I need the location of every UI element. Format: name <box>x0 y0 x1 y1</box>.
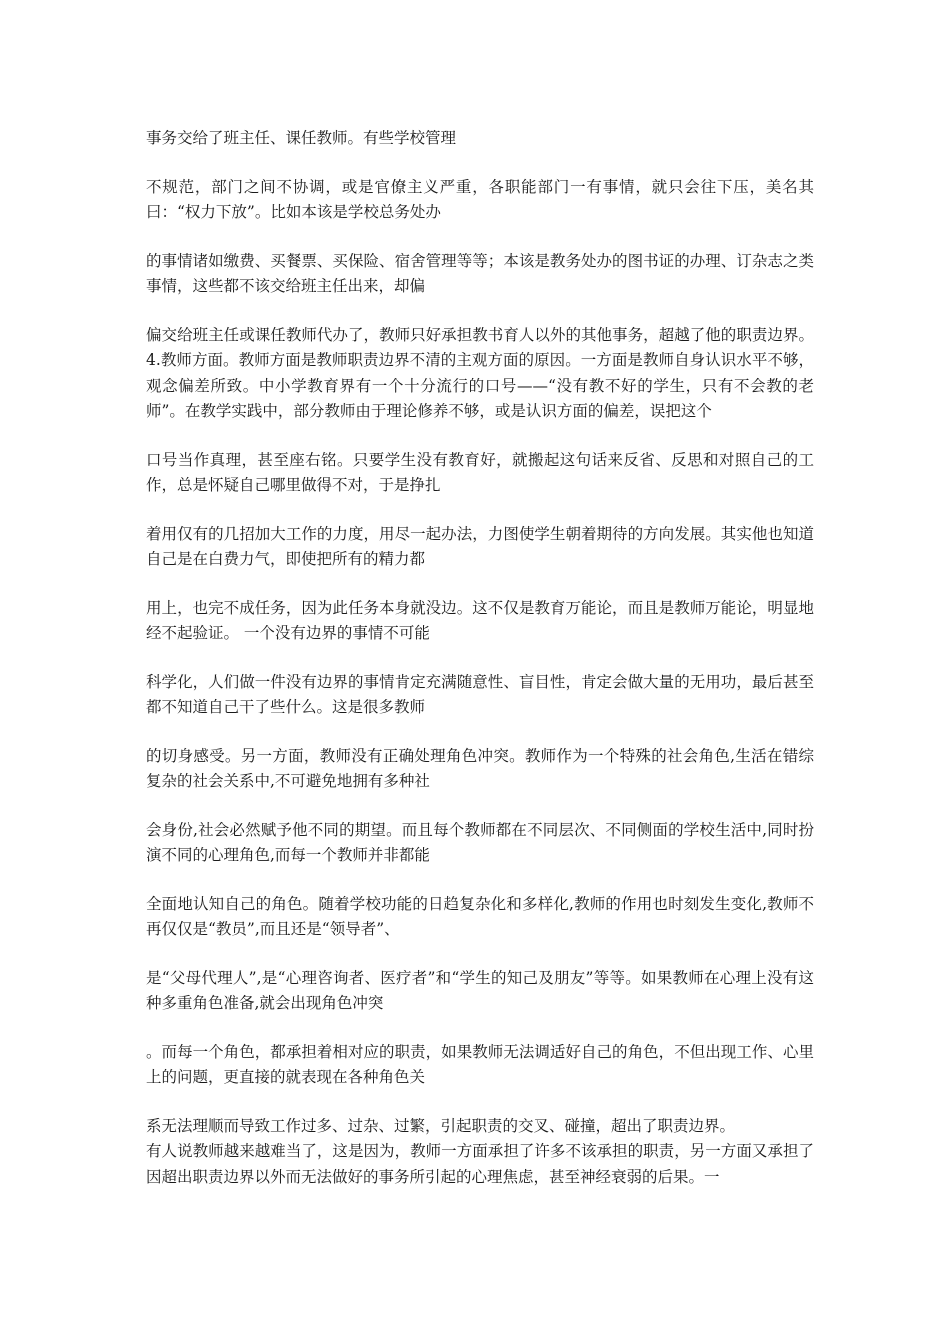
paragraph: 口号当作真理，甚至座右铭。只要学生没有教育好，就搬起这句话来反省、反思和对照自己的工作，总是怀疑自己哪里做得不对，于是挣扎 <box>146 450 814 494</box>
paragraph: 不规范，部门之间不协调，或是官僚主义严重，各职能部门一有事情，就只会往下压，美名其曰：“权力下放”。比如本该是学校总务处办 <box>146 177 814 221</box>
paragraph: 科学化，人们做一件没有边界的事情肯定充满随意性、盲目性，肯定会做大量的无用功，最后甚至都不知道自己干了些什么。这是很多教师 <box>146 672 814 716</box>
paragraph: 。而每一个角色，都承担着相对应的职责，如果教师无法调适好自己的角色，不但出现工作、心里上的问题，更直接的就表现在各种角色关 <box>146 1042 814 1086</box>
paragraph: 用上，也完不成任务，因为此任务本身就没边。这不仅是教育万能论，而且是教师万能论，明显地经不起验证。 一个没有边界的事情不可能 <box>146 598 814 642</box>
paragraph: 有人说教师越来越难当了，这是因为，教师一方面承担了许多不该承担的职责，另一方面又承担了因超出职责边界以外而无法做好的事务所引起的心理焦虑，甚至神经衰弱的后果。一 <box>146 1142 814 1186</box>
paragraph: 偏交给班主任或课任教师代办了，教师只好承担教书育人以外的其他事务，超越了他的职责边界。4.教师方面。教师方面是教师职责边界不清的主观方面的原因。一方面是教师自身认识水平不够，观念偏差所致。中小学教育界有一个十分流行的口号——“没有教不好的学生，只有不会教的老师”。在教学实践中，部分教师由于理论修养不够，或是认识方面的偏差，误把这个 <box>146 325 814 420</box>
paragraph: 全面地认知自己的角色。随着学校功能的日趋复杂化和多样化,教师的作用也时刻发生变化,教师不再仅仅是“教员”,而且还是“领导者”、 <box>146 894 814 938</box>
paragraph: 事务交给了班主任、课任教师。有些学校管理 <box>146 129 457 147</box>
paragraph: 系无法理顺而导致工作过多、过杂、过繁，引起职责的交叉、碰撞，超出了职责边界。 <box>146 1116 736 1135</box>
document-body <box>146 126 814 1190</box>
paragraph: 的切身感受。另一方面，教师没有正确处理角色冲突。教师作为一个特殊的社会角色,生活在错综复杂的社会关系中,不可避免地拥有多种社 <box>146 746 814 790</box>
paragraph: 的事情诸如缴费、买餐票、买保险、宿舍管理等等；本该是教务处办的图书证的办理、订杂志之类事情，这些都不该交给班主任出来，却偏 <box>146 251 814 295</box>
paragraph: 是“父母代理人”,是“心理咨询者、医疗者”和“学生的知己及朋友”等等。如果教师在心理上没有这种多重角色准备,就会出现角色冲突 <box>146 968 814 1012</box>
paragraph: 着用仅有的几招加大工作的力度，用尽一起办法，力图使学生朝着期待的方向发展。其实他也知道自己是在白费力气，即使把所有的精力都 <box>146 524 814 568</box>
paragraph: 会身份,社会必然赋予他不同的期望。而且每个教师都在不同层次、不同侧面的学校生活中,同时扮演不同的心理角色,而每一个教师并非都能 <box>146 820 814 864</box>
